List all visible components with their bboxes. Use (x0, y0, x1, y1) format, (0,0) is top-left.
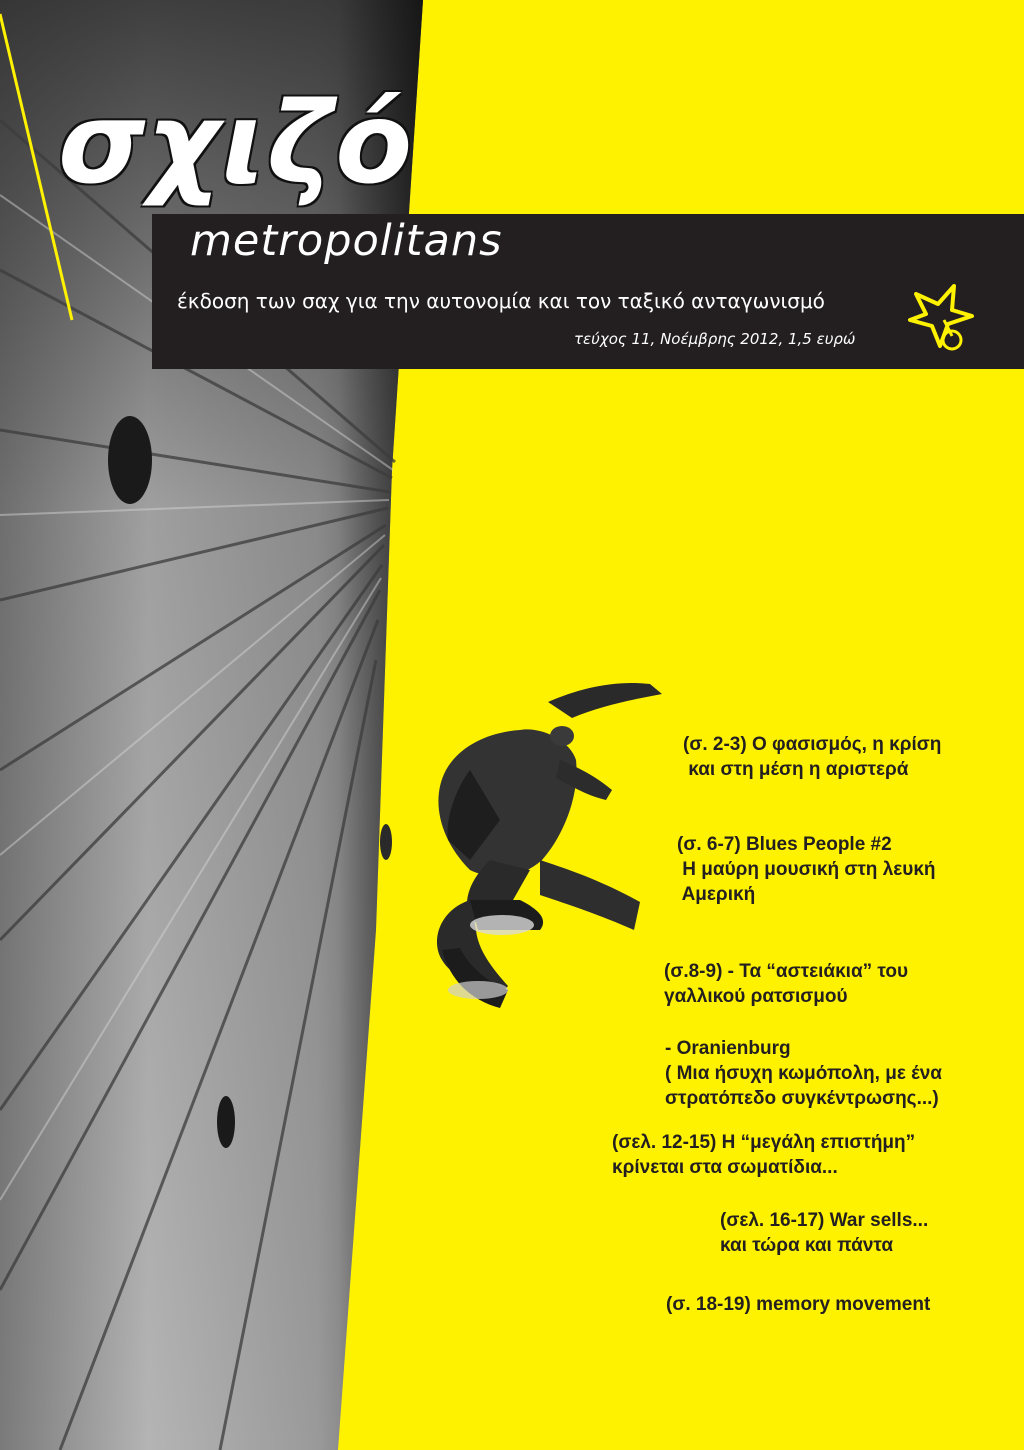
contents-item-war-sells: (σελ. 16-17) War sells... και τώρα και πάντα (720, 1210, 929, 1256)
contents-item-big-science: (σελ. 12-15) Η “μεγάλη επιστήμη” κρίνεται στα σωματίδια... (612, 1132, 916, 1178)
magazine-subtitle: metropolitans (190, 216, 503, 266)
tagline: έκδοση των σαχ για την αυτονομία και τον ταξικό ανταγωνισμό (177, 289, 825, 313)
contents-item-memory-movement: (σ. 18-19) memory movement (666, 1294, 931, 1315)
contents-item-fascism: (σ. 2-3) Ο φασισμός, η κρίση και στη μέση η αριστερά (683, 734, 942, 780)
magazine-title: σχιζό (58, 79, 415, 209)
contents-item-french-racism: (σ.8-9) - Τα “αστειάκια” του γαλλικού ρατσισμού (664, 961, 909, 1007)
contents-item-blues-people: (σ. 6-7) Blues People #2 Η μαύρη μουσική στη λευκή Αμερική (677, 834, 936, 905)
issue-info: τεύχος 11, Νοέμβρης 2012, 1,5 ευρώ (574, 330, 856, 348)
contents-item-oranienburg: - Oranienburg ( Μια ήσυχη κωμόπολη, με ένα στρατόπεδο συγκέντρωσης...) (665, 1038, 942, 1109)
